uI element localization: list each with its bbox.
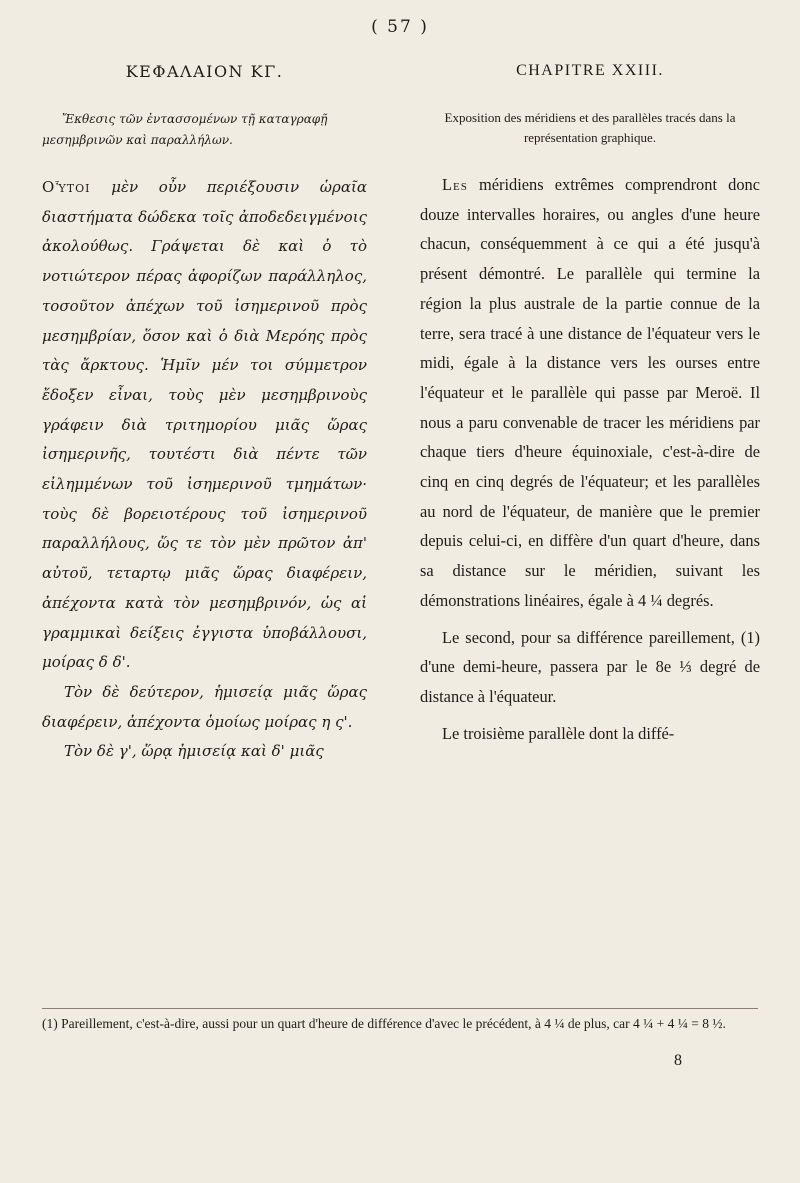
french-chapter-heading: CHAPITRE XXIII. — [516, 62, 664, 79]
french-lead-word: Les — [442, 175, 468, 194]
french-paragraph: Le second, pour sa différence pareillement, (1) d'une demi-heure, passera par le 8e ⅓ degré de distance à l'équateur. — [420, 627, 760, 706]
signature-mark: 8 — [674, 1052, 682, 1069]
page-number: ( 57 ) — [371, 17, 429, 37]
french-body — [420, 170, 760, 748]
greek-paragraph: Τὸν δὲ δεύτερον, ἡμισείᾳ μιᾶς ὥρας διαφέρειν, ἀπέχοντα ὁμοίως μοίρας η ς'. — [42, 682, 367, 731]
footnote: (1) Pareillement, c'est-à-dire, aussi pour un quart d'heure de différence d'avec le précédent, à 4 ¼ de plus, car 4 ¼ + 4 ¼ = 8 ½. — [42, 1016, 726, 1031]
french-paragraph — [420, 170, 760, 616]
greek-chapter-heading: ΚΕΦΑΛΑΙΟΝ ΚΓ. — [125, 62, 284, 81]
french-paragraph: Le troisième parallèle dont la diffé- — [442, 723, 675, 743]
greek-paragraph — [42, 173, 367, 678]
french-paragraph-text: méridiens extrêmes comprendront donc douze intervalles horaires, ou angles d'une heure chacun, conséquemment à ce qui a été jusqu'à présent démontré. Le parallèle qui termine la région la plus australe de la partie connue de la terre, sera tracé à une distance de l'équateur vers le midi, égale à la distance vers les ourses entre l'équateur et le parallèle qui passe par Meroë. Il nous a paru convenable de tracer les méridiens par chaque tiers d'heure équinoxiale, c'est-à-dire de cinq en cinq degrés de l'équateur; et les parallèles au nord de l'équateur, de manière que le premier depuis celui-ci, en diffère d'un quart d'heure, dans sa distance sur le méridien, suivant les démonstrations linéaires, égale à 4 ¼ degrés. — [420, 175, 760, 610]
french-column — [420, 62, 760, 748]
greek-body — [42, 173, 367, 767]
greek-column — [42, 62, 367, 767]
greek-paragraph: Τὸν δὲ γ', ὥρᾳ ἡμισείᾳ καὶ δ' μιᾶς — [64, 742, 324, 761]
footnote-divider — [42, 1008, 758, 1009]
french-summary: Exposition des méridiens et des parallèles tracés dans la représentation graphique. — [444, 110, 736, 145]
greek-paragraph-text: μὲν οὖν περιέξουσιν ὡραῖα διαστήματα δώδεκα τοῖς ἀποδεδειγμένοις ἀκολούθως. Γράψεται δὲ καὶ ὁ τὸ νοτιώτερον πέρας ἀφορίζων παράλληλος, τοσοῦτον ἀπέχων τοῦ ἰσημερινοῦ πρὸς μεσημβρίαν, ὅσον καὶ ὁ διὰ Μερόης πρὸς τὰς ἄρκτους. Ἡμῖν μέν τοι σύμμετρον ἔδοξεν εἶναι, τοὺς μὲν μεσημβρινοὺς γράφειν διὰ τριτημορίου μιᾶς ὥρας ἰσημερινῆς, τουτέστι διὰ πέντε τῶν εἰλημμένων τοῦ ἰσημερινοῦ τμημάτων· τοὺς δὲ βορειοτέρους τοῦ ἰσημερινοῦ παραλλήλους, ὥς τε τὸν μὲν πρῶτον ἀπ' αὐτοῦ, τεταρτῳ μιᾶς ὥρας διαφέρειν, ἀπέχοντα κατὰ τὸν μεσημβρινόν, ὡς αἱ γραμμικαὶ δείξεις ἐγγιστα ὑποβάλλουσι, μοίρας δ δ'. — [42, 178, 367, 672]
greek-lead-word: Οὗτοι — [42, 178, 91, 196]
greek-summary: Ἔκθεσις τῶν ἐντασσομένων τῇ καταγραφῇ μεσημβρινῶν καὶ παραλλήλων. — [42, 112, 328, 147]
